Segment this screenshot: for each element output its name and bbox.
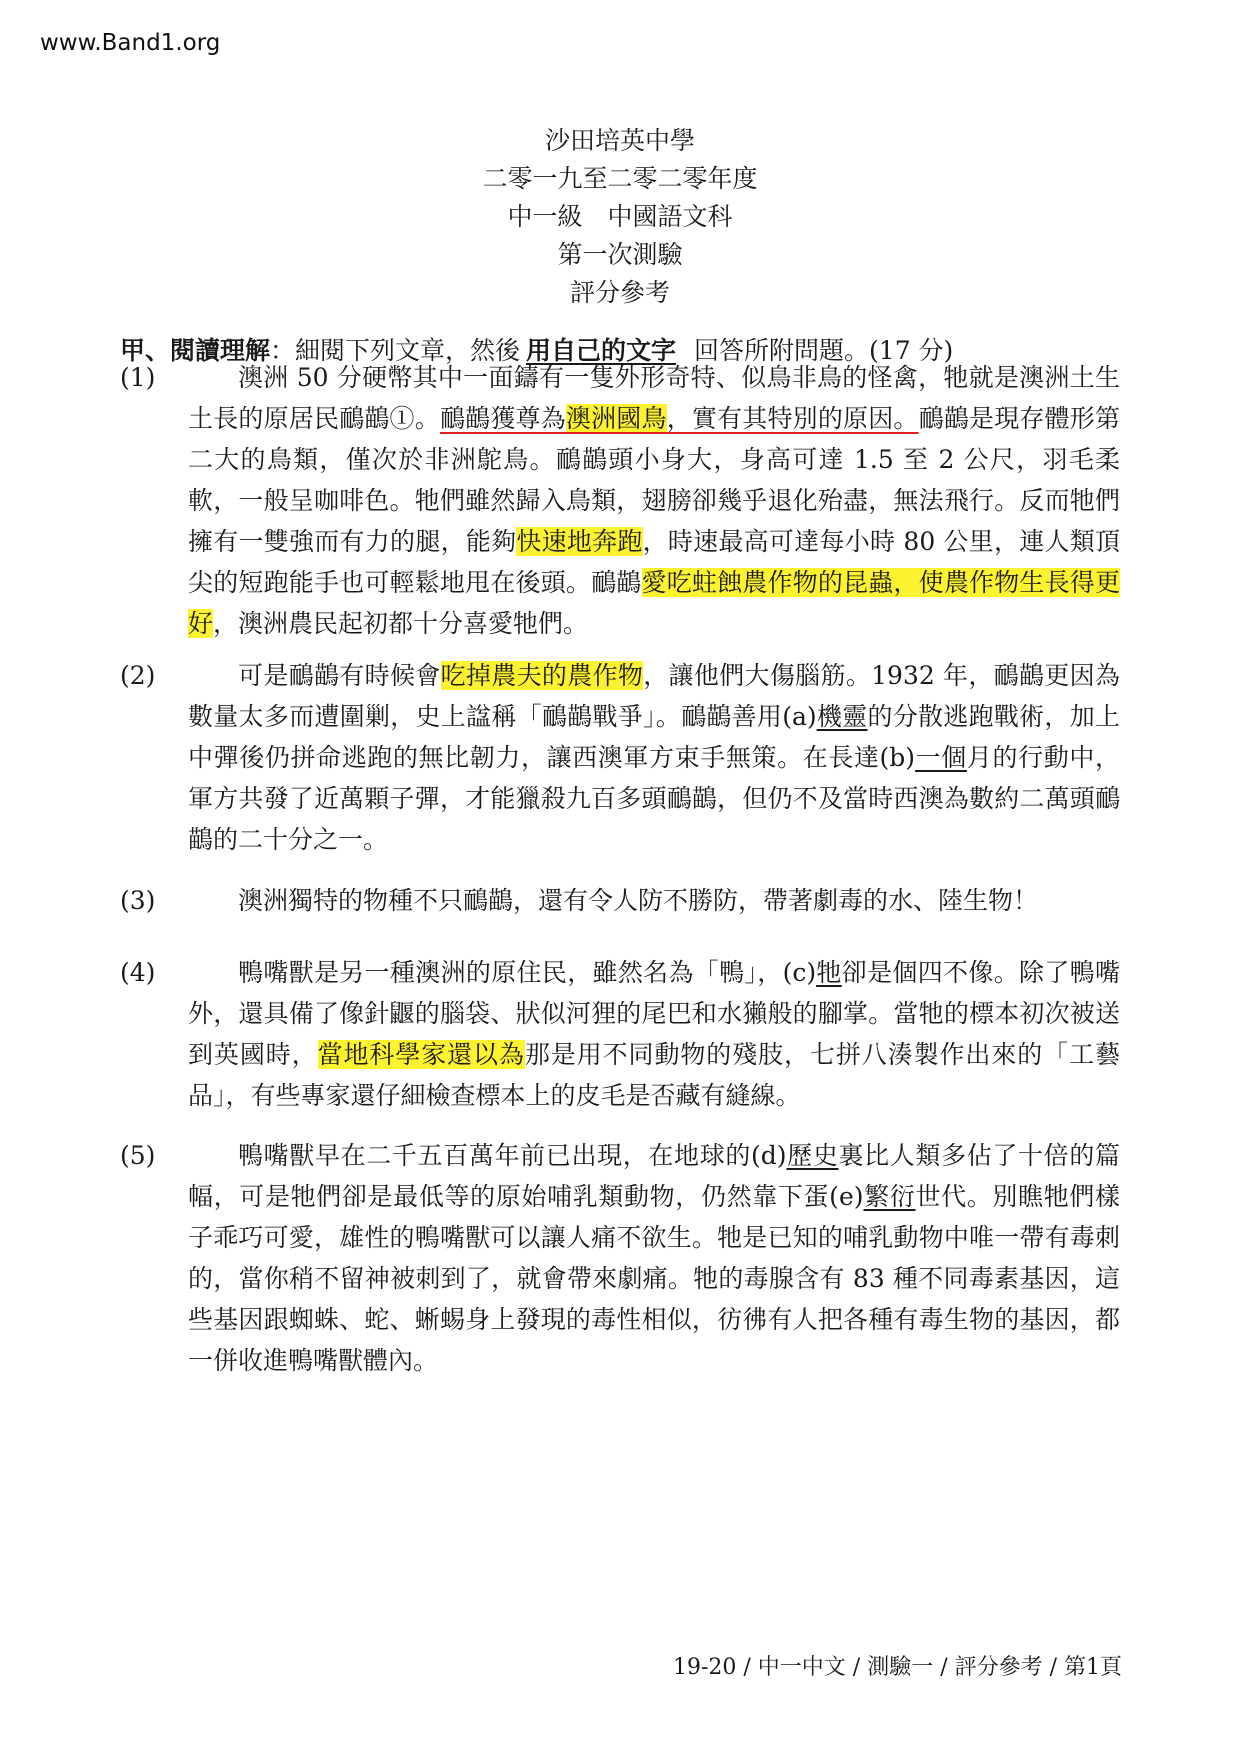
red-underlined-sentence (440, 404, 919, 433)
paragraph-body (188, 880, 1120, 921)
text-run: ，澳洲農民起初都十分喜愛牠們。 (213, 609, 589, 638)
highlight: 愛吃蛀蝕農作物的昆蟲，使農作物生長得更好 (188, 568, 1120, 638)
text-run: 鴨嘴獸是另一種澳洲的原住民，雖然名為「鴨」，(c) (238, 958, 817, 987)
text-run: 卻是個四不像。除了鴨嘴外，還具備了像針鼴的腦袋、狀似河狸的尾巴和水獺般的腳掌。當牠的標本初次被送到英國時， (188, 958, 1120, 1069)
site-url: www.Band1.org (40, 30, 221, 56)
highlight: 當地科學家還以為 (317, 1040, 525, 1069)
text-run: ，實有其特別的原因。 (666, 404, 919, 433)
section-label: 甲、閱讀理解 (120, 336, 271, 365)
document-title-block (0, 122, 1240, 312)
school-name: 沙田培英中學 (544, 126, 695, 155)
paragraph-body (188, 357, 1120, 644)
vocab-a: 機靈 (816, 702, 868, 731)
highlight: 澳洲國鳥 (565, 404, 667, 433)
paragraph-body (188, 1135, 1120, 1381)
marking-scheme-title: 評分參考 (569, 278, 670, 307)
vocab-c: 牠 (816, 958, 842, 987)
text-run: 鴯鶓獲尊為 (439, 404, 566, 433)
text-run: 澳洲獨特的物種不只鴯鶓，還有令人防不勝防，帶著劇毒的水、陸生物！ (238, 886, 1039, 915)
text-run: 可是鴯鶓有時候會 (238, 661, 441, 690)
paragraph-number: (5) (120, 1141, 156, 1170)
text-run: 月的行動中，軍方共發了近萬顆子彈，才能獵殺九百多頭鴯鶓，但仍不及當時西澳為數約二萬頭鴯鶓的二十分之一。 (188, 743, 1120, 854)
page-footer: 19-20 / 中一中文 / 測驗一 / 評分參考 / 第1頁 (672, 1655, 1122, 1680)
text-run: 裏比人類多佔了十倍的篇幅，可是牠們卻是最低等的原始哺乳類動物，仍然靠下蛋(e) (188, 1141, 1120, 1211)
paragraph-number: (2) (120, 661, 156, 690)
text-run: 澳洲 50 分硬幣其中一面鑄有一隻外形奇特、似鳥非鳥的怪禽，牠就是澳洲土生土長的原居民鴯鶓①。 (188, 363, 1120, 433)
school-year: 二零一九至二零二零年度 (482, 164, 758, 193)
text-run: 那是用不同動物的殘肢，七拼八湊製作出來的「工藝品」，有些專家還仔細檢查標本上的皮毛是否藏有縫線。 (188, 1040, 1120, 1110)
paragraph-number: (3) (120, 886, 156, 915)
grade-subject: 中一級 中國語文科 (507, 202, 733, 231)
paragraph-1 (120, 357, 1120, 644)
paragraph-3 (120, 880, 1120, 921)
instruction-pre: ：細閱下列文章，然後 (270, 336, 521, 365)
text-run: 鴯鶓是現存體形第二大的鳥類，僅次於非洲鴕鳥。鴯鶓頭小身大，身高可達 1.5 至 2 公尺，羽毛柔軟，一般呈咖啡色。牠們雖然歸入鳥類，翅膀卻幾乎退化殆盡，無法飛行。反而牠們擁有一雙強而有力的腿，能夠 (188, 404, 1120, 556)
text-run: ，讓他們大傷腦筋。1932 年，鴯鶓更因為數量太多而遭圍剿，史上諡稱「鴯鶓戰爭」。鴯鶓善用(a) (188, 661, 1120, 731)
vocab-e: 繁衍 (863, 1182, 916, 1211)
instruction-underlined: 用自己的文字 (526, 336, 677, 365)
text-run: 鴨嘴獸早在二千五百萬年前已出現，在地球的(d) (238, 1141, 787, 1170)
text-run: ，時速最高可達每小時 80 公里，連人類頂尖的短跑能手也可輕鬆地甩在後頭。鴯鶓 (188, 527, 1120, 597)
highlight: 快速地奔跑 (516, 527, 643, 556)
paragraph-number: (1) (120, 363, 156, 392)
vocab-b: 一個 (915, 743, 967, 772)
highlight: 吃掉農夫的農作物 (440, 661, 644, 690)
paragraph-4 (120, 952, 1120, 1116)
text-run: 世代。別瞧牠們樣子乖巧可愛，雄性的鴨嘴獸可以讓人痛不欲生。牠是已知的哺乳動物中唯一帶有毒刺的，當你稍不留神被刺到了，就會帶來劇痛。牠的毒腺含有 83 種不同毒素基因，這些基因跟蜘蛛、蛇、蜥蜴身上發現的毒性相似，彷彿有人把各種有毒生物的基因，都一併收進鴨嘴獸體內。 (188, 1182, 1120, 1375)
paragraph-body (188, 952, 1120, 1116)
instruction-post: 回答所附問題。(17 分) (694, 336, 954, 365)
paragraph-number: (4) (120, 958, 156, 987)
test-name: 第一次測驗 (557, 240, 683, 269)
paragraph-2 (120, 655, 1120, 860)
text-run: 的分散逃跑戰術，加上中彈後仍拼命逃跑的無比韌力，讓西澳軍方束手無策。在長達(b) (188, 702, 1120, 772)
vocab-d: 歷史 (786, 1141, 839, 1170)
paragraph-5 (120, 1135, 1120, 1381)
paragraph-body (188, 655, 1120, 860)
